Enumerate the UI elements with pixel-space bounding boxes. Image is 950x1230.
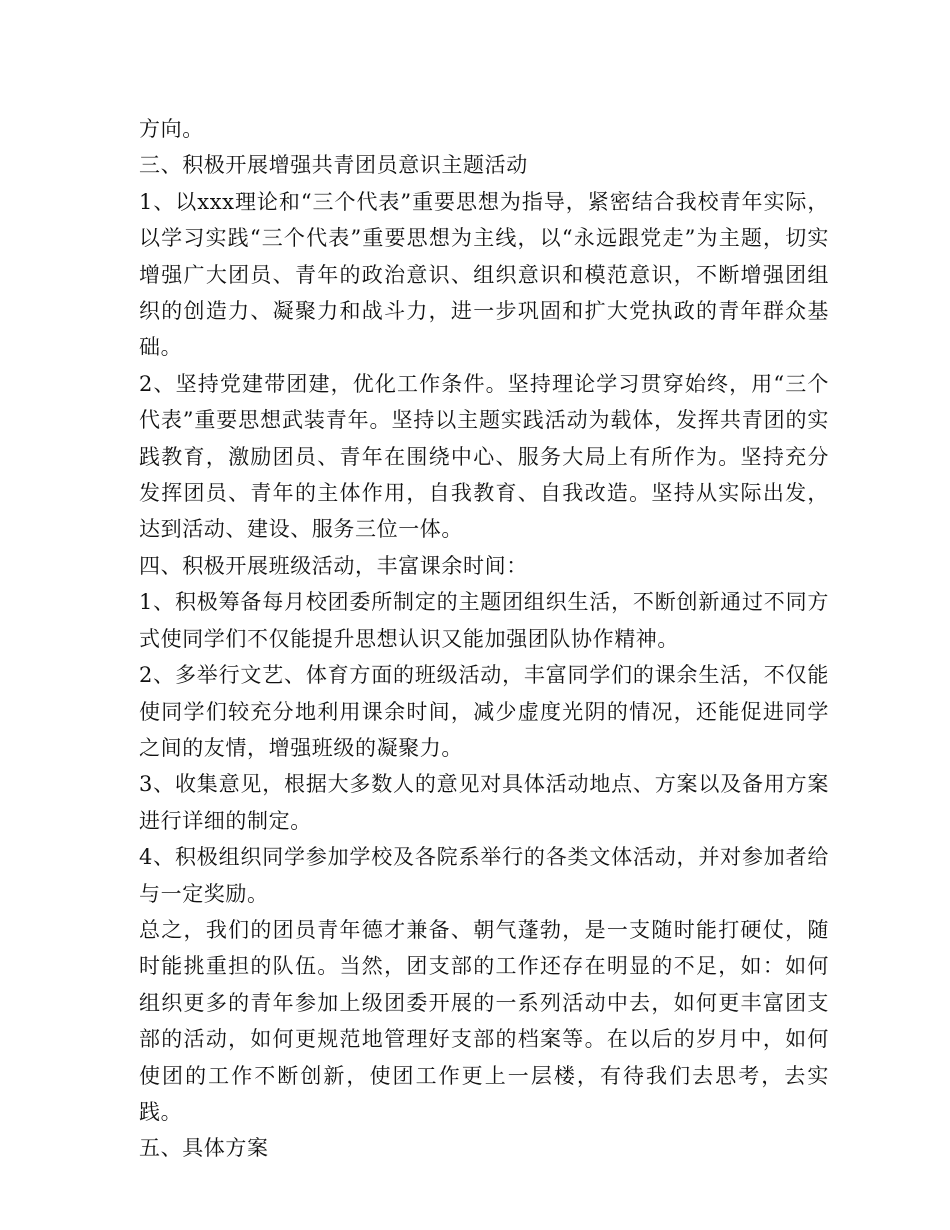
- section-heading-five: 五、具体方案: [139, 1136, 269, 1161]
- paragraph-3-1: 1、以xxx理论和“三个代表”重要思想为指导，紧密结合我校青年实际，以学习实践“三个代表”重要思想为主线，以“永远跟党走”为主题，切实增强广大团员、青年的政治意识、组织意识和模范意识，不断增强团组织的创造力、凝聚力和战斗力，进一步巩固和扩大党执政的青年群众基础。: [139, 189, 829, 360]
- paragraph-4-1: 1、积极筹备每月校团委所制定的主题团组织生活，不断创新通过不同方式使同学们不仅能提升思想认识又能加强团队协作精神。: [139, 590, 829, 651]
- paragraph-direction-fragment: 方向。: [139, 117, 204, 141]
- document-body: [139, 111, 829, 1167]
- paragraph-3-2: 2、坚持党建带团建，优化工作条件。坚持理论学习贯穿始终，用“三个代表”重要思想武装青年。坚持以主题实践活动为载体，发挥共青团的实践教育，激励团员、青年在围绕中心、服务大局上有所作为。坚持充分发挥团员、青年的主体作用，自我教育、自我改造。坚持从实际出发，达到活动、建设、服务三位一体。: [139, 371, 829, 542]
- paragraph-summary: 总之，我们的团员青年德才兼备、朝气蓬勃，是一支随时能打硬仗，随时能挑重担的队伍。当然，团支部的工作还存在明显的不足，如：如何组织更多的青年参加上级团委开展的一系列活动中去，如何更丰富团支部的活动，如何更规范地管理好支部的档案等。在以后的岁月中，如何使团的工作不断创新，使团工作更上一层楼，有待我们去思考，去实践。: [139, 917, 829, 1124]
- paragraph-4-3: 3、收集意见，根据大多数人的意见对具体活动地点、方案以及备用方案进行详细的制定。: [139, 772, 829, 833]
- paragraph-4-4: 4、积极组织同学参加学校及各院系举行的各类文体活动，并对参加者给与一定奖励。: [139, 845, 829, 906]
- paragraph-4-2: 2、多举行文艺、体育方面的班级活动，丰富同学们的课余生活，不仅能使同学们较充分地利用课余时间，减少虚度光阴的情况，还能促进同学之间的友情，增强班级的凝聚力。: [139, 663, 829, 760]
- section-heading-four: 四、积极开展班级活动，丰富课余时间：: [139, 553, 528, 578]
- section-heading-three: 三、积极开展增强共青团员意识主题活动: [139, 153, 528, 178]
